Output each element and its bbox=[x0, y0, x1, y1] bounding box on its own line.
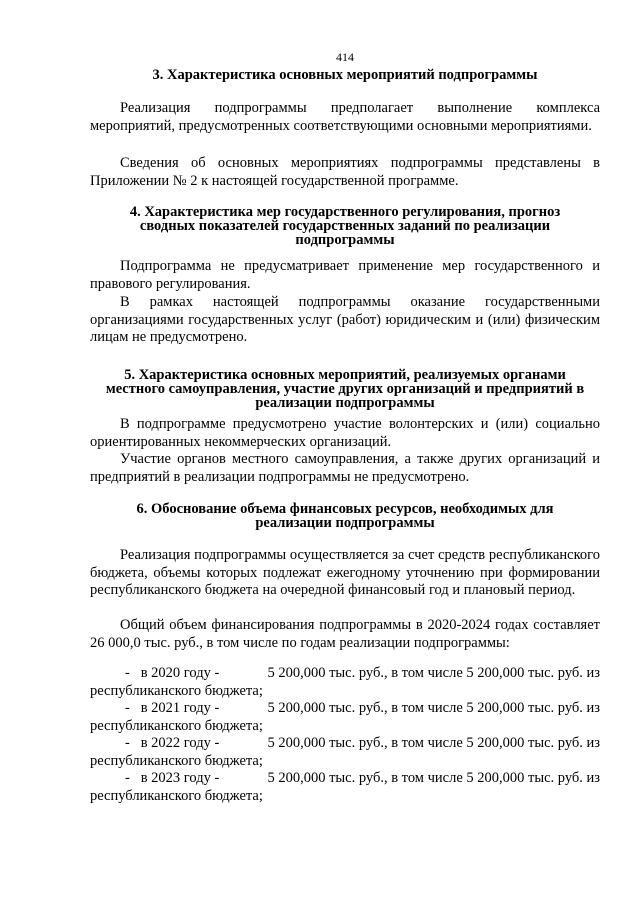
funding-tail: республиканского бюджета; bbox=[90, 787, 263, 804]
funding-year: - в 2022 году - bbox=[125, 735, 220, 751]
section-5-heading-line-2: местного самоуправления, участие других организаций и предприятий в bbox=[105, 381, 585, 397]
section-3-heading: 3. Характеристика основных мероприятий подпрограммы bbox=[152, 67, 538, 83]
funding-amount: 5 200,000 тыс. руб., в том числе 5 200,000 тыс. руб. из bbox=[267, 700, 600, 716]
section-4-paragraph-2: В рамках настоящей подпрограммы оказание государственными организациями государственных услуг (работ) юридическим и (или) физическим лицам не предусмотрено. bbox=[90, 294, 600, 345]
section-6-paragraph-2: Общий объем финансирования подпрограммы в 2020-2024 годах составляет 26 000,0 тыс. руб., в том числе по годам реализации подпрограммы: bbox=[90, 617, 600, 651]
funding-tail: республиканского бюджета; bbox=[90, 682, 263, 699]
page-number: 414 bbox=[336, 50, 354, 64]
section-5-heading-line-1: 5. Характеристика основных мероприятий, реализуемых органами bbox=[124, 367, 566, 383]
funding-item-2021 bbox=[90, 700, 600, 735]
funding-amount: 5 200,000 тыс. руб., в том числе 5 200,000 тыс. руб. из bbox=[267, 770, 600, 786]
funding-item-2022 bbox=[90, 735, 600, 770]
section-4-heading-line-3: подпрограммы bbox=[295, 232, 395, 248]
section-3-paragraph-1: Реализация подпрограммы предполагает выполнение комплекса мероприятий, предусмотренных соответствующими основными мероприятиями. bbox=[90, 100, 600, 134]
section-6-heading-line-1: 6. Обоснование объема финансовых ресурсов, необходимых для bbox=[136, 501, 554, 517]
funding-year: - в 2023 году - bbox=[125, 770, 220, 786]
funding-amount: 5 200,000 тыс. руб., в том числе 5 200,000 тыс. руб. из bbox=[267, 665, 600, 681]
funding-year: - в 2020 году - bbox=[125, 665, 220, 681]
funding-item-2020 bbox=[90, 665, 600, 700]
section-5-paragraph-1: В подпрограмме предусмотрено участие волонтерских и (или) социально ориентированных некоммерческих организаций. bbox=[90, 416, 600, 450]
section-4-paragraph-1: Подпрограмма не предусматривает применение мер государственного и правового регулирования. bbox=[90, 258, 600, 292]
section-4-heading-line-2: сводных показателей государственных заданий по реализации bbox=[139, 218, 551, 234]
section-3-paragraph-2: Сведения об основных мероприятиях подпрограммы представлены в Приложении № 2 к настоящей государственной программе. bbox=[90, 155, 600, 189]
section-4-heading-line-1: 4. Характеристика мер государственного регулирования, прогноз bbox=[129, 204, 561, 220]
funding-year: - в 2021 году - bbox=[125, 700, 220, 716]
section-6-paragraph-1: Реализация подпрограммы осуществляется за счет средств республиканского бюджета, объемы которых подлежат ежегодному уточнению при формировании республиканского бюджета на очередной финансовый год и плановый период. bbox=[90, 547, 600, 598]
funding-tail: республиканского бюджета; bbox=[90, 752, 263, 769]
funding-tail: республиканского бюджета; bbox=[90, 717, 263, 734]
section-5-heading-line-3: реализации подпрограммы bbox=[255, 395, 435, 411]
funding-amount: 5 200,000 тыс. руб., в том числе 5 200,000 тыс. руб. из bbox=[267, 735, 600, 751]
funding-item-2023 bbox=[90, 770, 600, 805]
section-6-heading-line-2: реализации подпрограммы bbox=[255, 515, 435, 531]
section-5-paragraph-2: Участие органов местного самоуправления, а также других организаций и предприятий в реализации подпрограммы не предусмотрено. bbox=[90, 451, 600, 485]
